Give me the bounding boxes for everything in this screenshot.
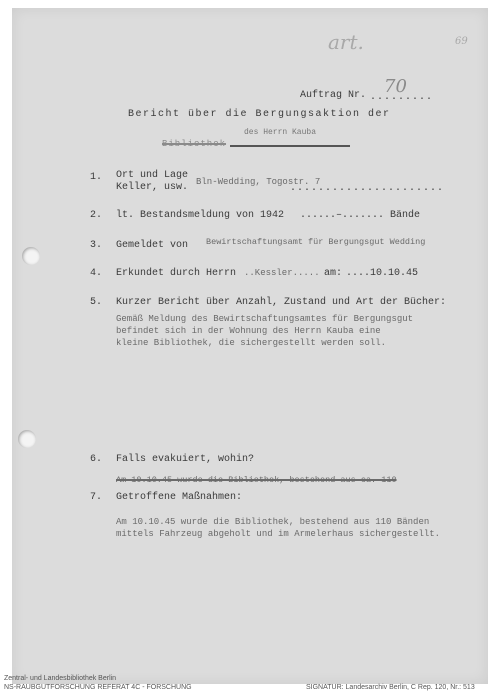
field-7-label: Getroffene Maßnahmen:: [116, 492, 243, 503]
auftrag-number: 70: [384, 76, 407, 97]
field-1-label-2: Keller, usw.: [116, 182, 189, 193]
field-1-number: 1.: [90, 172, 103, 183]
punch-hole-lower: [18, 430, 36, 448]
field-3-value: Bewirtschaftungsamt für Bergungsgut Wedding: [206, 237, 426, 247]
field-4-number: 4.: [90, 268, 103, 279]
struck-word: Bibliothek: [162, 139, 227, 149]
field-7-number: 7.: [90, 492, 103, 503]
field-2-label: lt. Bestandsmeldung von 1942: [116, 210, 285, 221]
field-4-value: ..Kessler.....: [244, 268, 320, 278]
handwritten-note: art.: [328, 30, 364, 54]
field-6-struck-text: Am 10.10.45 wurde die Bibliothek, bestehend aus ca. 110: [116, 475, 397, 485]
report-line-1: Gemäß Meldung des Bewirtschaftungsamtes für Bergungsgut: [116, 314, 414, 324]
field-4-date: ....10.10.45: [346, 268, 419, 279]
auftrag-dots: .........: [370, 92, 434, 103]
field-6-number: 6.: [90, 454, 103, 465]
strike-line: [230, 145, 350, 147]
field-2-value: ......–....... Bände: [300, 210, 421, 221]
footer-signature: SIGNATUR: Landesarchiv Berlin, C Rep. 120, Nr.: 513: [306, 684, 475, 691]
field-1-dots: ......................: [290, 183, 445, 194]
measures-line-1: Am 10.10.45 wurde die Bibliothek, bestehend aus 110 Bänden: [116, 517, 430, 527]
field-1-label-1: Ort und Lage: [116, 170, 189, 181]
auftrag-label: Auftrag Nr.: [300, 90, 367, 101]
report-line-3: kleine Bibliothek, die sichergestellt werden soll.: [116, 338, 387, 348]
measures-line-2: mittels Fahrzeug abgeholt und im Armelerhaus sichergestellt.: [116, 529, 441, 539]
report-title: Bericht über die Bergungsaktion der: [128, 109, 391, 120]
field-4-date-label: am:: [324, 268, 343, 279]
footer-institution: Zentral- und Landesbibliothek Berlin: [4, 675, 117, 682]
field-2-number: 2.: [90, 210, 103, 221]
page-number: 69: [455, 36, 468, 47]
footer-department: NS-RAUBGUTFORSCHUNG REFERAT 4C - FORSCHUNG: [4, 684, 192, 691]
field-1-value: Bln-Wedding, Togostr. 7: [196, 177, 321, 187]
field-4-label: Erkundet durch Herrn: [116, 268, 237, 279]
report-line-2: befindet sich in der Wohnung des Herrn Kauba eine: [116, 326, 381, 336]
punch-hole-upper: [22, 247, 40, 265]
field-5-number: 5.: [90, 297, 103, 308]
field-5-label: Kurzer Bericht über Anzahl, Zustand und Art der Bücher:: [116, 297, 447, 308]
field-3-label: Gemeldet von: [116, 240, 189, 251]
field-6-label: Falls evakuiert, wohin?: [116, 454, 255, 465]
field-3-number: 3.: [90, 240, 103, 251]
title-insert: des Herrn Kauba: [244, 128, 317, 137]
